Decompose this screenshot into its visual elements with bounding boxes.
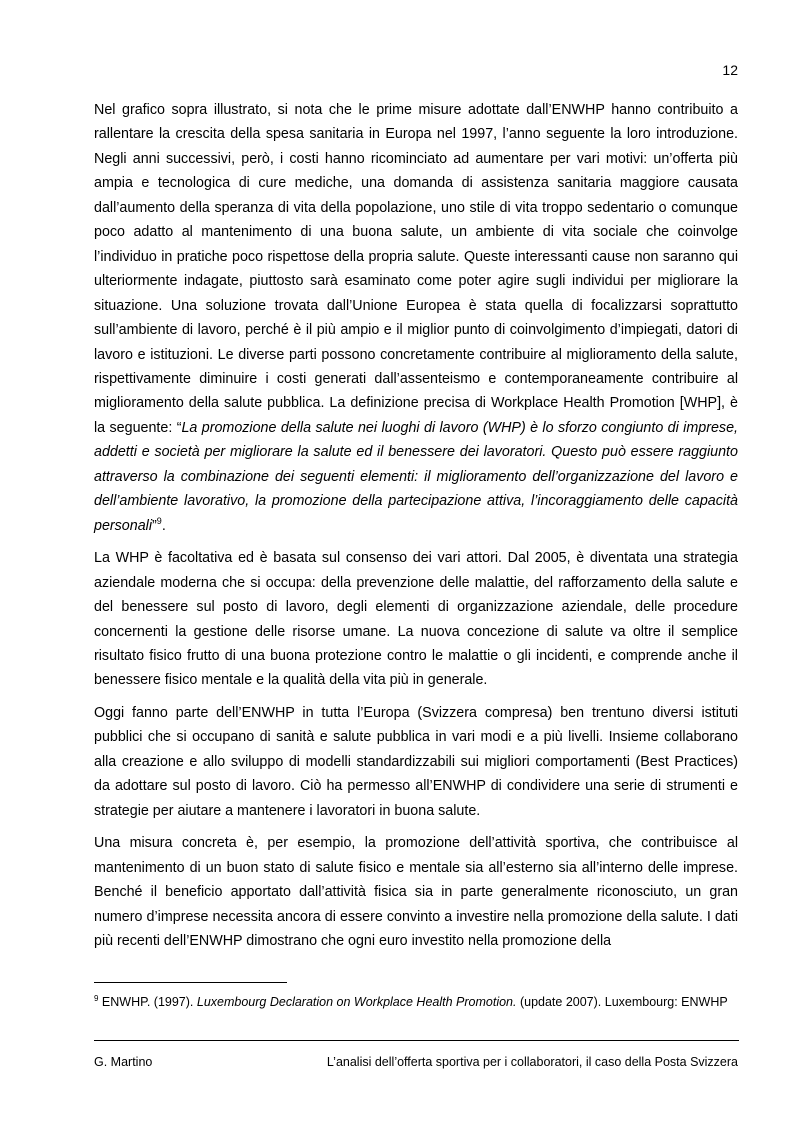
footer-author: G. Martino [94, 1055, 153, 1069]
footnote-separator [94, 982, 287, 983]
paragraph-1 [94, 98, 738, 538]
footnote-author: ENWHP. (1997). [98, 995, 197, 1009]
paragraph-3: Oggi fanno parte dell’ENWHP in tutta l’Europa (Svizzera compresa) ben trentuno diversi istituti pubblici che si occupano di sanità e salute pubblica in vari modi e a più livelli. Insieme collaborano alla creazione e allo sviluppo di modelli standardizzabili sui migliori comportamenti (Best Practices) da adottare sul posto di lavoro. Ciò ha permesso all’ENWHP di condividere una serie di strumenti e strategie per aiutare a mantenere i lavoratori in buona salute. [94, 704, 738, 819]
body-text [94, 98, 738, 953]
paragraph-1-end: . [161, 517, 166, 534]
footnote [94, 994, 744, 1010]
quote-close: ” [152, 517, 157, 534]
footnote-title: Luxembourg Declaration on Workplace Health Promotion. [196, 995, 517, 1009]
paragraph-1-text: Nel grafico sopra illustrato, si nota che le prime misure adottate dall’ENWHP hanno contribuito a rallentare la crescita della spesa sanitaria in Europa nel 1997, l’anno seguente la loro introduzione. Negli anni successivi, però, i costi hanno ricominciato ad aumentare per vari motivi: un’offerta più ampia e tecnologica di cure mediche, una domanda di assistenza sanitaria maggiore causata dall’aumento della speranza di vita della popolazione, uno stile di vita troppo sedentario o comunque poco adatto al mantenimento di una buona salute, un ambiente di vita sociale che coinvolge l’individuo in pratiche poco rispettose della propria salute. Queste interessanti cause non saranno qui ulteriormente indagate, piuttosto sarà esaminato come poter agire sugli individui per migliorare la situazione. Una soluzione trovata dall’Unione Europea è stata quella di focalizzarsi soprattutto sull’ambiente di lavoro, perché è il più ampio e il miglior punto di coinvolgimento d’impiegati, datori di lavoro e istituzioni. Le diverse parti possono concretamente contribuire al miglioramento della salute, rispettivamente diminuire i costi generati dall’assenteismo e contemporaneamente contribuire al miglioramento della salute pubblica. La definizione precisa di Workplace Health Promotion [WHP], è la seguente: “ [94, 102, 738, 436]
footer-title: L’analisi dell’offerta sportiva per i collaboratori, il caso della Posta Svizzera [326, 1055, 738, 1069]
whp-definition-quote: La promozione della salute nei luoghi di lavoro (WHP) è lo sforzo congiunto di imprese, addetti e società per migliorare la salute ed il benessere dei lavoratori. Questo può essere raggiunto attraverso la combinazione dei seguenti elementi: il miglioramento dell’organizzazione del lavoro e dell’ambiente lavorativo, la promozione della partecipazione attiva, l’incoraggiamento delle capacità personali [94, 419, 738, 534]
paragraph-2: La WHP è facoltativa ed è basata sul consenso dei vari attori. Dal 2005, è diventata una strategia aziendale moderna che si occupa: della prevenzione delle malattie, del rafforzamento della salute e del benessere sul posto di lavoro, degli elementi di organizzazione aziendale, delle procedure concernenti la gestione delle risorse umane. La nuova concezione di salute va oltre il semplice risultato fisico frutto di una buona protezione contro le malattie o gli incidenti, e comprende anche il benessere fisico mentale e la qualità della vita più in generale. [94, 550, 738, 689]
page-number: 12 [722, 62, 738, 78]
footer-separator [94, 1040, 739, 1041]
paragraph-4: Una misura concreta è, per esempio, la promozione dell’attività sportiva, che contribuisce al mantenimento di un buon stato di salute fisico e mentale sia all’esterno sia all’interno delle imprese. Benché il beneficio apportato dall’attività fisica sia in parte generalmente riconosciuto, un gran numero d’imprese necessita ancora di essere convinto a investire nella promozione della salute. I dati più recenti dell’ENWHP dimostrano che ogni euro investito nella promozione della [94, 835, 738, 949]
footnote-ref[interactable]: 9 [156, 515, 162, 526]
footnote-rest: (update 2007). Luxembourg: ENWHP [516, 995, 728, 1009]
footnote-number: 9 [94, 993, 99, 1003]
